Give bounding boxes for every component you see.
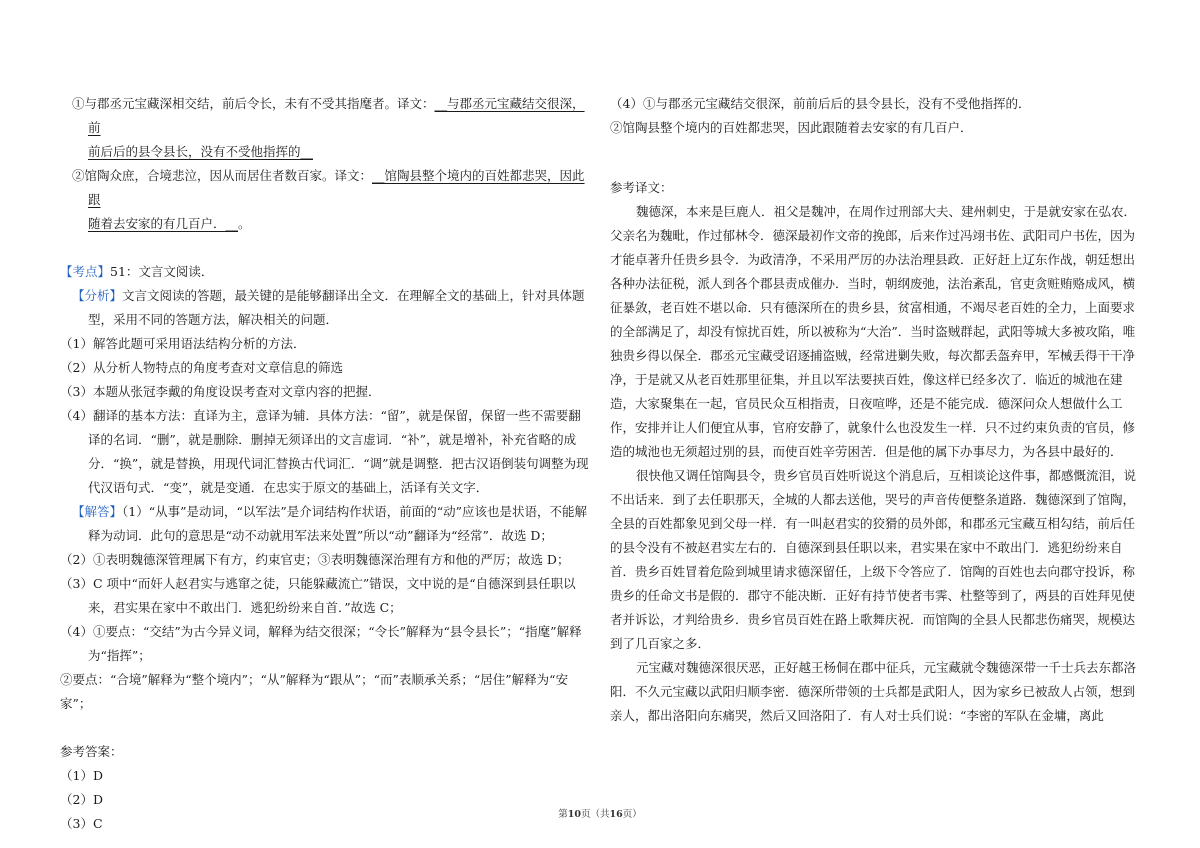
page-number: 10	[567, 809, 581, 820]
translation-paragraph-3: 元宝藏对魏德深很厌恶，正好越王杨侗在郡中征兵，元宝藏就令魏德深带一千士兵去东都洛阳．不久元宝藏以武阳归顺李密．德深所带领的士兵都是武阳人，因为家乡已被敌人占领，想到亲人，都出洛阳向东痛哭，然后又回洛阳了．有人对士兵们说：“李密的军队在金墉，离此	[610, 660, 1137, 723]
fenxi-item-1: （1）解答此题可采用语法结构分析的方法．	[60, 336, 306, 351]
fenxi-item-4: （4）翻译的基本方法：直译为主，意译为辅．具体方法：“留”，就是保留，保留一些不需要翻译的名词．“删”，就是删除．删掉无须译出的文言虚词．“补”，就是增补，补充省略的成分．“换”，就是替换，用现代词汇替换古代词汇．“调”就是调整．把古汉语倒装句调整为现代汉语句式．“变”，就是变通．在忠实于原文的基础上，活译有关文字．	[60, 408, 589, 495]
jieda-tag: 【解答】	[72, 504, 123, 519]
fenxi-item-3: （3）本题从张冠李戴的角度设误考查对文章内容的把握．	[60, 384, 381, 399]
fenxi-text: 文言文阅读的答题，最关键的是能够翻译出全文．在理解全文的基础上，针对具体题型，采用不同的答题方法，解决相关的问题．	[88, 288, 585, 327]
translation-answer-1a: __与郡丞元宝藏结交很深，前	[88, 96, 585, 135]
total-pages: 16	[609, 809, 623, 820]
translation-answer-1b: 前后后的县令县长，没有不受他指挥的__	[88, 144, 314, 159]
original-sentence-2: ②馆陶众庶，合境悲泣，因从而居住者数百家。译文：	[72, 168, 373, 183]
translation-title: 参考译文：	[610, 180, 673, 195]
translation-paragraph-1: 魏德深，本来是巨鹿人．祖父是魏冲，在周作过刑部大夫、建州刺史，于是就安家在弘农．父亲名为魏毗，作过郁林令．德深最初作文帝的挽郎，后来作过冯翊书佐、武阳司户书佐，因为才能卓著升任贵乡县令．为政清净，不采用严厉的办法治理县政．正好赶上辽东作战，朝廷想出各种办法征税，派人到各个郡县责成催办．当时，朝纲废弛，法治紊乱，官吏贪赃贿赂成风，横征暴敛，老百姓不堪以命．只有德深所在的贵乡县，贫富相通，不竭尽老百姓的全力，上面要求的全部满足了，却没有惊扰百姓，所以被称为“大治”．当时盗贼群起，武阳等城大多被攻陷，唯独贵乡得以保全．郡丞元宝藏受诏逐捕盗贼，经常进剿失败，每次都丢盔弃甲，军械丢得干干净净，于是就又从老百姓那里征集，并且以军法要挟百姓，像这样已经多次了．临近的城池在建造，大家聚集在一起，官员民众互相指责，日夜喧哗，还是不能完成．德深问众人想做什么工作，安排并让人们便宜从事，官府安静了，就象什么也没发生一样．只不过约束负责的官员，修造的城池也无须超过别的县，而使百姓辛劳困苦．但是他的属下办事尽力，为各县中最好的．	[610, 204, 1137, 459]
fenxi	[60, 284, 590, 332]
jieda-item-2: （2）①表明魏德深管理属下有方，约束官吏；③表明魏德深治理有方和他的严厉；故选 D；	[60, 552, 570, 567]
right-column	[610, 92, 1140, 728]
answer-4-1: （4）①与郡丞元宝藏结交很深，前前后后的县令县长，没有不受他指挥的．	[610, 96, 1031, 111]
answer-1: （1）D	[60, 768, 103, 783]
answer-2: （2）D	[60, 792, 103, 807]
footer-prefix: 第	[558, 809, 568, 820]
kaodian-tag: 【考点】	[60, 264, 111, 279]
kaodian-text: 51：文言文阅读．	[110, 264, 214, 279]
page-footer	[0, 806, 1200, 820]
original-sentence-1: ①与郡丞元宝藏深相交结，前后令长，未有不受其指麾者。译文：	[72, 96, 435, 111]
kaodian	[60, 260, 590, 284]
footer-middle: 页（共	[580, 809, 610, 820]
translation-item-2	[60, 164, 590, 236]
answer-4-2: ②馆陶县整个境内的百姓都悲哭，因此跟随着去安家的有几百户．	[610, 120, 973, 135]
jieda	[60, 500, 590, 548]
translation-answer-2b: 随着去安家的有几百户．__	[88, 216, 239, 231]
translation-item-1	[60, 92, 590, 164]
translation-answer-2a: __馆陶县整个境内的百姓都悲哭，因此跟	[88, 168, 585, 207]
fenxi-item-2: （2）从分析人物特点的角度考查对文章信息的筛选	[60, 360, 343, 375]
translation-paragraph-2: 很快他又调任馆陶县令，贵乡官员百姓听说这个消息后，互相谈论这件事，都感慨流泪，说不出话来．到了去任职那天，全城的人都去送他，哭号的声音传便整条道路．魏德深到了馆陶，全县的百姓都象见到父母一样．有一叫赵君实的狡猾的员外郎，和郡丞元宝藏互相勾结，前后任的县令没有不被赵君实左右的．自德深到县任职以来，君实果在家中不敢出门．逃犯纷纷来自首．贵乡百姓冒着危险到城里请求德深留任，上级下令答应了．馆陶的百姓也去向郡守投诉，称贵乡的任命文书是假的．郡守不能决断．正好有持节使者韦霁、杜整等到了，两县的百姓拜见使者并诉讼，才判给贵乡．贵乡官员百姓在路上歌舞庆祝．而馆陶的全县人民都悲伤痛哭，规模达到了几百家之多．	[610, 468, 1137, 651]
answer-title: 参考答案：	[60, 744, 123, 759]
jieda-item-5: ②要点：“合境”解释为“整个境内”；“从”解释为“跟从”；“而”表顺承关系；“居住”解释为“安家”；	[60, 672, 569, 711]
jieda-item-1: （1）“从事”是动词，“以军法”是介词结构作状语，前面的“动”应该也是状语，不能解释为动词．此句的意思是“动不动就用军法来处置”所以“动”翻译为“经常”．故选 D；	[88, 504, 588, 543]
left-column	[60, 92, 590, 836]
footer-suffix: 页）	[622, 809, 642, 820]
jieda-item-4: （4）①要点：“交结”为古今异义词，解释为结交很深；“令长”解释为“县令县长”；“指麾”解释为“指挥”；	[60, 624, 582, 663]
translation-end-mark: 。	[238, 216, 251, 231]
answer-3: （3）C	[60, 816, 103, 831]
fenxi-tag: 【分析】	[72, 288, 123, 303]
jieda-item-3: （3）C 项中“而奸人赵君实与逃窜之徒，只能躲藏流亡”错误，文中说的是“自德深到县任职以来，君实果在家中不敢出门．逃犯纷纷来自首．”故选 C；	[60, 576, 576, 615]
